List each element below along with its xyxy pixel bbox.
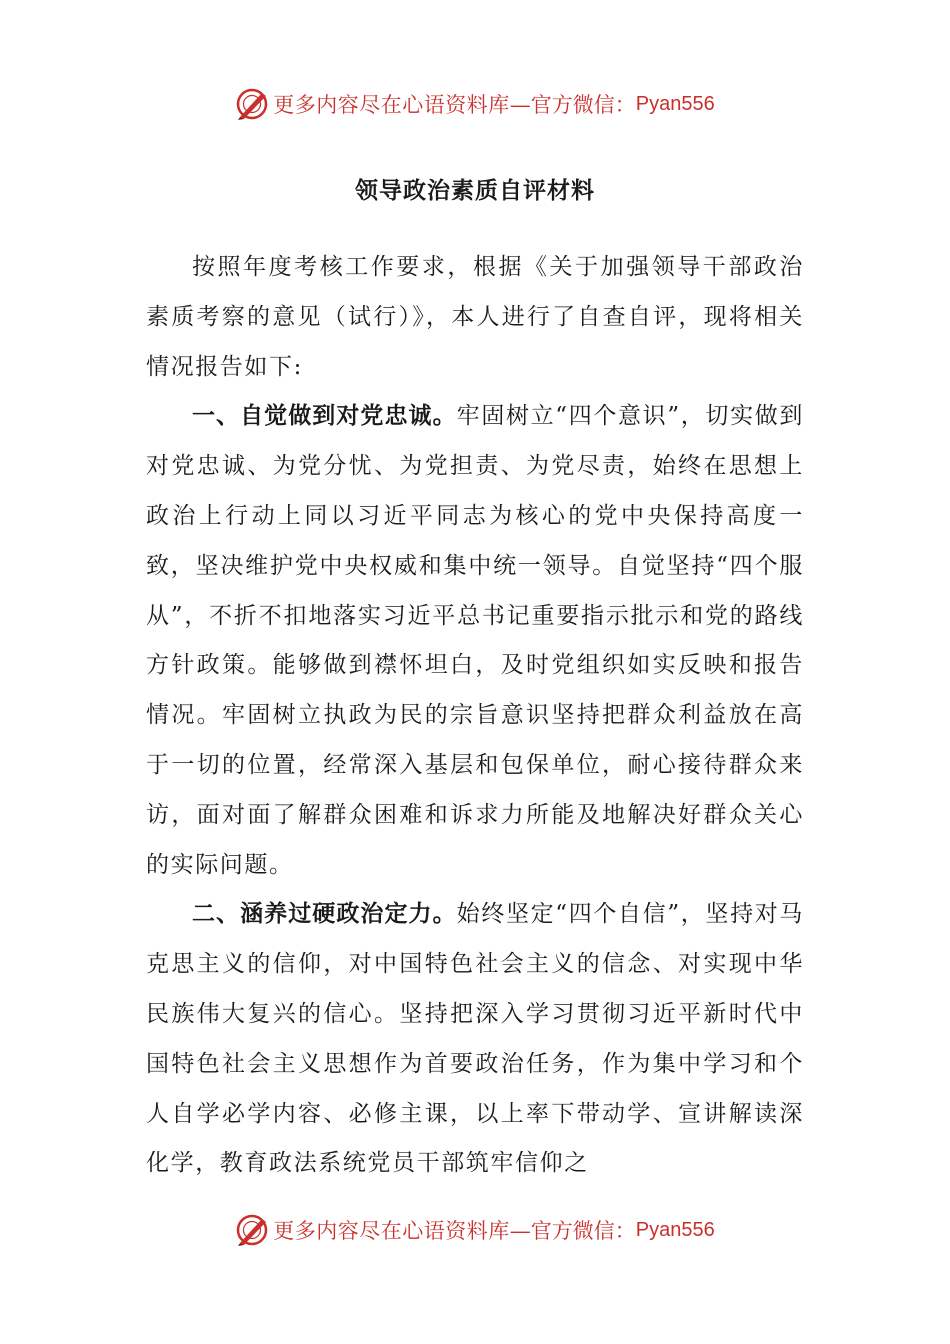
footer-banner: [0, 1208, 950, 1252]
banner-contact-text: —官方微信：: [509, 93, 636, 117]
section-heading: 二、涵养过硬政治定力。: [192, 901, 457, 928]
pen-logo-icon: [235, 1213, 269, 1247]
paragraph-section-1: [146, 392, 804, 890]
paragraph-text: 牢固树立“四个意识”，切实做到对党忠诚、为党分忧、为党担责、为党尽责，始终在思想上政治上行动上同以习近平同志为核心的党中央保持高度一致，坚决维护党中央权威和集中统一领导。自觉坚持“四个服从”，不折不扣地落实习近平总书记重要指示批示和党的路线方针政策。能够做到襟怀坦白，及时党组织如实反映和报告情况。牢固树立执政为民的宗旨意识坚持把群众利益放在高于一切的位置，经常深入基层和包保单位，耐心接待群众来访，面对面了解群众困难和诉求力所能及地解决好群众关心的实际问题。: [146, 403, 804, 878]
paragraph-text: 始终坚定“四个自信”，坚持对马克思主义的信仰，对中国特色社会主义的信念、对实现中华民族伟大复兴的信心。坚持把深入学习贯彻习近平新时代中国特色社会主义思想作为首要政治任务，作为集中学习和个人自学必学内容、必修主课，以上率下带动学、宣讲解读深化学，教育政法系统党员干部筑牢信仰之: [146, 901, 804, 1177]
banner-brand-text: 更多内容尽在心语资料库: [273, 1219, 510, 1243]
banner-wechat-id: Pyan556: [635, 1218, 715, 1241]
paragraph-text: 按照年度考核工作要求，根据《关于加强领导干部政治素质考察的意见（试行）》，本人进行了自查自评，现将相关情况报告如下:: [146, 254, 804, 380]
banner-wechat-id: Pyan556: [635, 92, 715, 115]
document-body: [146, 243, 804, 1189]
paragraph-intro: [146, 243, 804, 392]
section-heading: 一、自觉做到对党忠诚。: [192, 403, 457, 430]
banner-brand-text: 更多内容尽在心语资料库: [273, 93, 510, 117]
header-banner: [0, 82, 950, 126]
document-title: 领导政治素质自评材料: [355, 177, 595, 204]
paragraph-section-2: [146, 890, 804, 1189]
banner-contact-text: —官方微信：: [509, 1219, 636, 1243]
pen-logo-icon: [235, 87, 269, 121]
